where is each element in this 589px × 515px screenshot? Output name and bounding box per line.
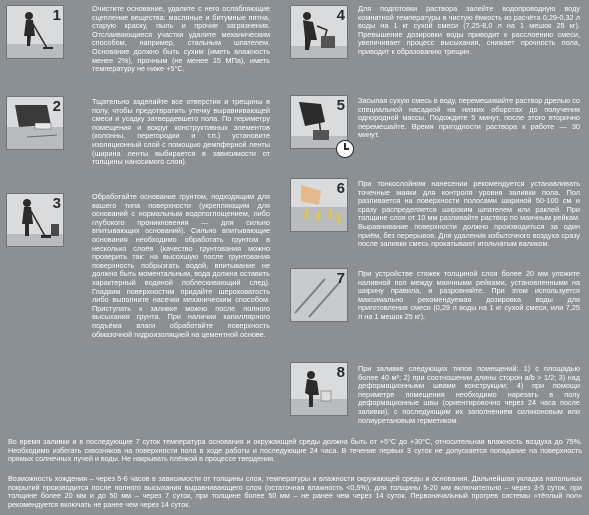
step-number: 7 — [336, 270, 345, 287]
step-8-illustration — [290, 362, 348, 416]
step-number: 6 — [336, 180, 345, 197]
step-8-text: При заливке следующих типов помещений: 1) с площадью более 40 м²; 2) при соотношении длины сторон a/b > 1/2; 3) над деформационными швами конструкции; 4) при помощи периметре помещения необходимо нарезать в полу деформационные швы (ориентировочно через 24 часа после заливки), с последующим их заполнением силиконовым или полиуретановым герметиком. — [358, 364, 580, 425]
step-7-text: При устройстве стяжек толщиной слоя более 20 мм уложите наливной пол между маячными рейками, установленными на ширину правила, и разровняйте. При этом используется максимально рекомендуемая дозировка воды для приготовления смеси (0,29 л воды на 1 кг сухой смеси, или 7,25 л на 1 мешок 25 кг). — [358, 269, 580, 321]
step-3-illustration — [6, 193, 64, 247]
step-6-illustration — [290, 178, 348, 232]
step-4-illustration — [290, 5, 348, 59]
step-number: 1 — [52, 7, 61, 24]
step-number: 5 — [336, 97, 345, 114]
step-2-text: Тщательно заделайте все отверстия и трещины в полу, чтобы предотвратить утечку выравнивающей смеси и усадку затвердевшего пола. По периметру помещения и вокруг конструктивных элементов (колонны, перегородки и т.п.) установите изоляционный слой с помощью демпферной ленты (ширина ленты выбирается в зависимости от толщины наносимого слоя). — [92, 97, 270, 167]
curing-conditions-text: Во время заливки и в последующие 7 суток температура основания и окружающей среды должна быть от +5°С до +30°С, относительная влажность воздуха до 75%. Необходимо избегать сквозняков на поверхности пола в ходе работы и последующие 24 часа. В течение первых 3 суток не допускается попадание на поверхность прямых солнечных лучей и воды. Не накрывать плёнкой в процессе твердения. — [8, 437, 582, 464]
timer-icon — [336, 140, 354, 158]
step-6-text: При тонкослойном нанесении рекомендуется устанавливать точечные маяки для контроля уровня заливки пола. Пол разливается на поверхности полосами шириной 50-100 см и сразу распределяется широким шпателем или раклей. При толщине слоя от 10 мм разливайте раствор по маячным рейкам. Выравнивание поверхности должно производиться за один приём, без перерывов. Для удаления избыточного воздуха сразу после заливки смесь прокатывают игольчатым валиком. — [358, 179, 580, 249]
step-5-text: Засыпая сухую смесь в воду, перемешивайте раствор дрелью со специальной насадкой на низких оборотах до получения однородной массы. Подождите 5 минут, после этого вторично перемешайте. Время пригодности раствора к работе — 30 минут. — [358, 96, 580, 140]
step-2-illustration — [6, 96, 64, 150]
step-number: 8 — [336, 364, 345, 381]
step-4-text: Для подготовки раствора залейте водопроводную воду комнатной температуры в чистую ёмкость из расчёта 0,29-0,32 л воды на 1 кг сухой смеси (7,25-8,0 л на 1 мешок 25 кг). Превышение дозировки воды приводит к расслоению смеси, увеличивает процесс высыхания, снижает прочность пола, приводит к образованию трещин. — [358, 4, 580, 56]
step-number: 2 — [52, 98, 61, 115]
step-number: 3 — [52, 195, 61, 212]
walkability-text: Возможность хождения – через 5-6 часов в зависимости от толщины слоя, температуры и влажности окружающей среды и основания. Дальнейшая укладка напольных покрытий производится после полного высыхания выравнивающего слоя (остаточная влажность <0,5%), для толщины 5-20 мм включительно – через 3-5 суток, при толщине более 20 мм и до 50 мм – через 7 суток, при толщине более 50 мм – не ранее чем через 14 суток. Первоначальный прогрев системы «тёплый пол» рекомендуется включать не ранее чем через 14 суток. — [8, 474, 582, 509]
step-3-text: Обработайте основание грунтом, подходящим для вашего типа поверхности (укрепляющим для оснований с нормальным водопоглощением, либо глубокого проникновения — для сильно впитывающих оснований). Сильно впитывающие основания необходимо обработать грунтом в несколько слоёв (качество грунтования можно проверить так: на высохшую после грунтования поверхность побрызгать водой, впитывание не должно быть моментальным, вода должна оставить характерный водяной поблескивающий след). Гладким поверхностям придайте шероховатость либо выполните насечки механическим способом. Приступать к заливке можно после полного высыхания грунта. При наличии капиллярного подъёма влаги обработайте поверхность обмазочной гидроизоляцией на цементной основе. — [92, 192, 270, 339]
step-1-illustration — [6, 5, 64, 59]
step-number: 4 — [336, 7, 345, 24]
step-7-illustration — [290, 268, 348, 322]
step-1-text: Очистите основание, удалите с него ослабляющие сцепление вещества: масляные и битумные пятна, старую краску, пыль и прочие загрязнения. Отслаивающиеся участки удалите механическим способом, например, стальным шпателем. Основание должно быть сухим (иметь влажность менее 2%), прочным (не менее 15 МПа), иметь температуру не ниже +5°С. — [92, 4, 270, 74]
